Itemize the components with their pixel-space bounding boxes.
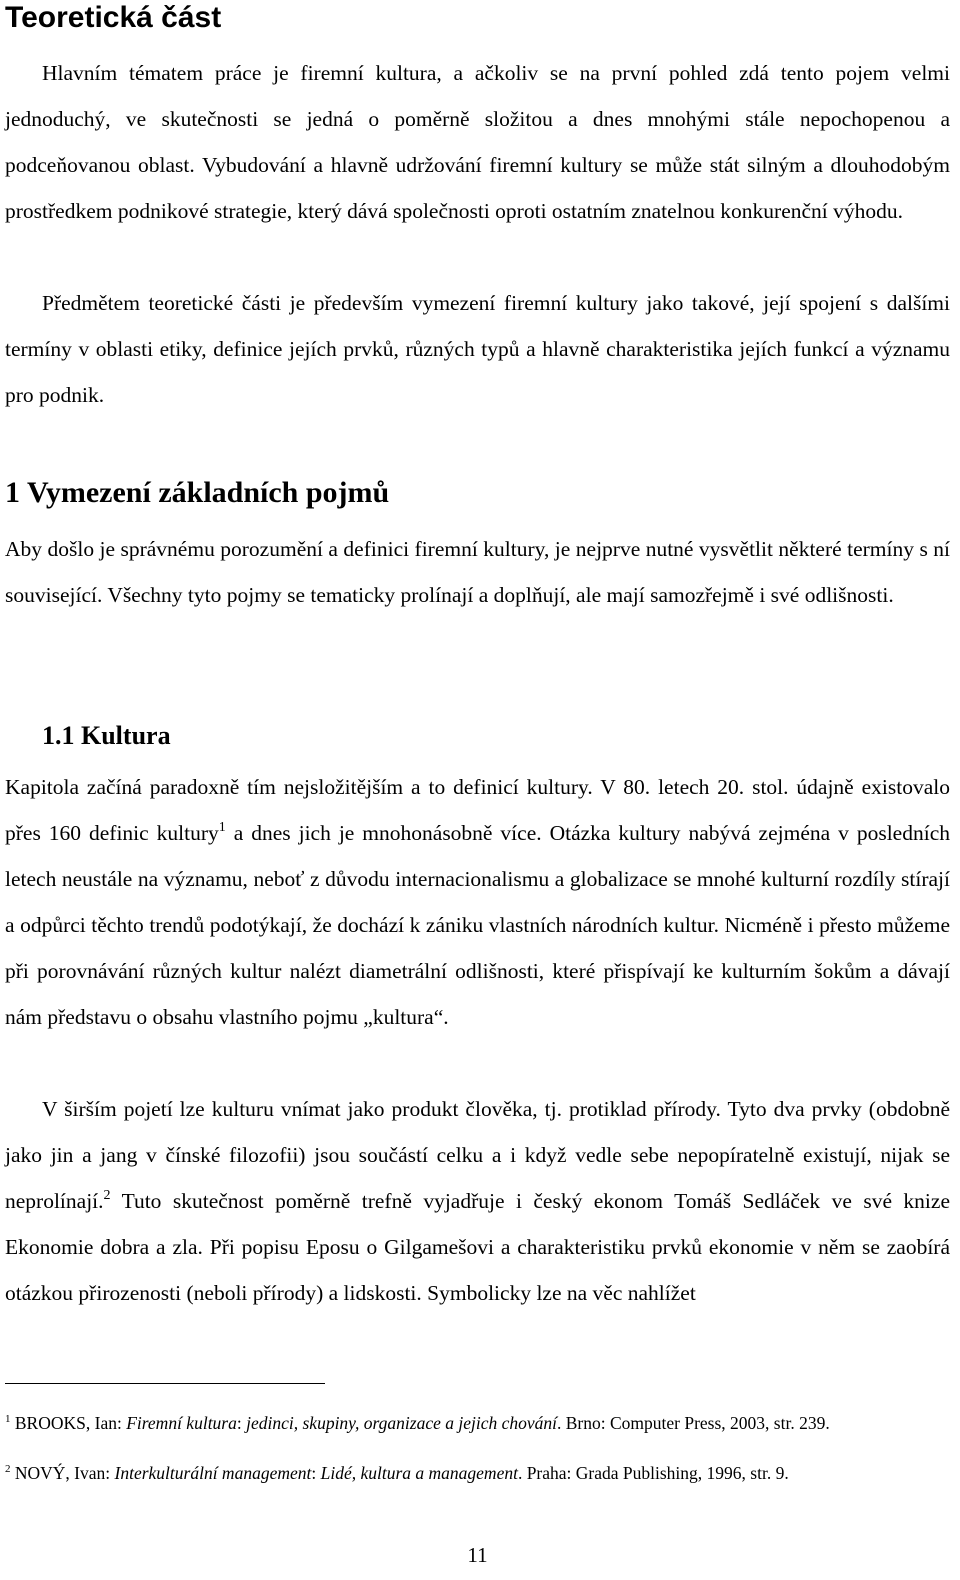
- footnote-number: 1: [5, 1413, 11, 1425]
- section-heading: 1.1 Kultura: [42, 721, 171, 750]
- footnote-number: 2: [5, 1463, 11, 1475]
- footnote-title: Firemní kultura: [126, 1413, 237, 1433]
- footnote-separator-text: :: [236, 1413, 247, 1433]
- footnote-reference: 2: [103, 1188, 111, 1203]
- footnote-publisher: . Brno: Computer Press, 2003, str. 239.: [557, 1413, 830, 1433]
- section-paragraph-1: [5, 764, 950, 1040]
- intro-paragraph-1: Hlavním tématem práce je firemní kultura, a ačkoliv se na první pohled zdá tento pojem velmi jednoduchý, ve skutečnosti se jedná o poměrně složitou a dnes mnohými stále nepochopenou a podceňovanou oblast. Vybudování a hlavně udržování firemní kultury se může stát silným a dlouhodobým prostředkem podnikové strategie, který dává společnosti oproti ostatním znatelnou konkurenční výhodu.: [5, 61, 950, 223]
- footnote-publisher: . Praha: Grada Publishing, 1996, str. 9.: [517, 1463, 789, 1483]
- footnote-2: [5, 1461, 950, 1486]
- footnote-author: NOVÝ, Ivan:: [14, 1463, 115, 1483]
- footnote-1: [5, 1411, 950, 1436]
- footnote-reference: 1: [218, 820, 226, 835]
- footnote-subtitle: Lidé, kultura a management: [320, 1463, 518, 1483]
- text-run: Tuto skutečnost poměrně trefně vyjadřuje i český ekonom Tomáš Sedláček ve své knize Ekonomie dobra a zla. Při popisu Eposu o Gilgamešovi a charakteristiku prvků ekonomie v něm se zaobírá otázkou přirozenosti (neboli přírody) a lidskosti. Symbolicky lze na věc nahlížet: [5, 1189, 950, 1305]
- intro-paragraph-2: Předmětem teoretické části je především vymezení firemní kultury jako takové, její spojení s dalšími termíny v oblasti etiky, definice jejích prvků, různých typů a hlavně charakteristika jejích funkcí a významu pro podnik.: [5, 291, 950, 407]
- section-paragraph-2: [5, 1086, 950, 1316]
- text-run: V širším pojetí lze kulturu vnímat jako produkt člověka, tj. protiklad přírody. Tyto dva prvky (obdobně jako jin a jang v čínské filozofii) jsou součástí celku a i když vedle sebe nepopíratelně existují, nijak se neprolínají.: [5, 1097, 950, 1213]
- page-title: Teoretická část: [5, 1, 222, 34]
- footnote-separator-text: :: [311, 1463, 321, 1483]
- footnote-separator: [5, 1383, 325, 1384]
- text-run: Kapitola začíná paradoxně tím nejsložitějším a to definicí kultury. V 80. letech 20. stol. údajně existovalo přes 160 definic kultury: [5, 775, 950, 845]
- page-number: 11: [467, 1543, 488, 1567]
- chapter-heading: 1 Vymezení základních pojmů: [5, 476, 390, 509]
- chapter-paragraph: Aby došlo je správnému porozumění a definici firemní kultury, je nejprve nutné vysvětlit některé termíny s ní související. Všechny tyto pojmy se tematicky prolínají a doplňují, ale mají samozřejmě i své odlišnosti.: [5, 537, 950, 607]
- footnote-author: BROOKS, Ian:: [14, 1413, 127, 1433]
- footnote-title: Interkulturální management: [114, 1463, 312, 1483]
- text-run: a dnes jich je mnohonásobně více. Otázka kultury nabývá zejména v posledních letech neustále na významu, neboť z důvodu internacionalismu a globalizace se mnohé kulturní rozdíly stírají a odpůrci těchto trendů podotýkají, že dochází k zániku vlastních národních kultur. Nicméně i přesto můžeme při porovnávání různých kultur nalézt diametrální odlišnosti, které přispívají ke kulturním šokům a dávají nám představu o obsahu vlastního pojmu „kultura“.: [5, 821, 950, 1029]
- footnote-subtitle: jedinci, skupiny, organizace a jejich chování: [246, 1413, 557, 1433]
